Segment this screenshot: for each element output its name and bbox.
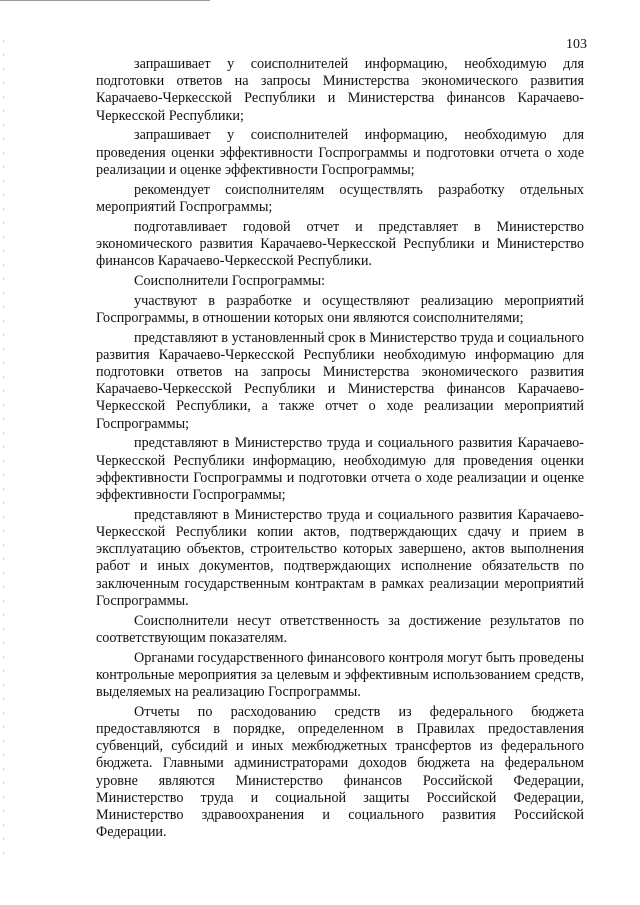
paragraph: Соисполнители несут ответственность за достижение результатов по соответствующим показателям. — [96, 612, 584, 646]
paragraph: Органами государственного финансового контроля могут быть проведены контрольные мероприятия за целевым и эффективным использованием средств, выделяемых на реализацию Госпрограммы. — [96, 649, 584, 701]
paragraph: представляют в Министерство труда и социального развития Карачаево-Черкесской Республики информацию, необходимую для проведения оценки эффективности Госпрограммы и подготовки отчета о ходе реализации и оценке эффективности Госпрограммы; — [96, 435, 584, 504]
scan-margin-marks — [3, 40, 4, 860]
paragraph: подготавливает годовой отчет и представляет в Министерство экономического развития Карачаево-Черкесской Республики и Министерство финансов Карачаево-Черкесской Республики. — [96, 218, 584, 270]
paragraph: запрашивает у соисполнителей информацию, необходимую для проведения оценки эффективности Госпрограммы и подготовки отчета о ходе реализации и оценке эффективности Госпрограммы; — [96, 127, 584, 178]
paragraph: представляют в установленный срок в Министерство труда и социального развития Карачаево-Черкесской Республики необходимую информацию для подготовки ответов на запросы Министерства экономического развития Карачаево-Черкесской Республики и Министерства финансов Карачаево-Черкесской Республики, а также отчет о ходе реализации мероприятий Госпрограммы; — [96, 329, 584, 432]
body-text — [96, 56, 584, 844]
paragraph: Отчеты по расходованию средств из федерального бюджета предоставляются в порядке, определенном в Правилах предоставления субвенций, субсидий и иных межбюджетных трансфертов из федерального бюджета. Главными администраторами доходов бюджета на федеральном уровне являются Министерство финансов Российской Федерации, Министерство труда и социальной защиты Российской Федерации, Министерство здравоохранения и социального развития Российской Федерации. — [96, 703, 584, 841]
paragraph: представляют в Министерство труда и социального развития Карачаево-Черкесской Республики копии актов, подтверждающих сдачу и прием в эксплуатацию объектов, строительство которых завершено, актов выполнения работ и иных документов, подтверждающих исполнение обязательств по заключенным государственным контрактам в рамках реализации мероприятий Госпрограммы. — [96, 506, 584, 609]
paragraph: запрашивает у соисполнителей информацию, необходимую для подготовки ответов на запросы Министерства экономического развития Карачаево-Черкесской Республики и Министерства финансов Карачаево-Черкесской Республики; — [96, 56, 584, 124]
paragraph: участвуют в разработке и осуществляют реализацию мероприятий Госпрограммы, в отношении которых они являются соисполнителями; — [96, 292, 584, 326]
top-rule — [0, 0, 210, 1]
page-number: 103 — [566, 37, 587, 52]
paragraph: рекомендует соисполнителям осуществлять разработку отдельных мероприятий Госпрограммы; — [96, 181, 584, 215]
paragraph: Соисполнители Госпрограммы: — [134, 272, 326, 289]
